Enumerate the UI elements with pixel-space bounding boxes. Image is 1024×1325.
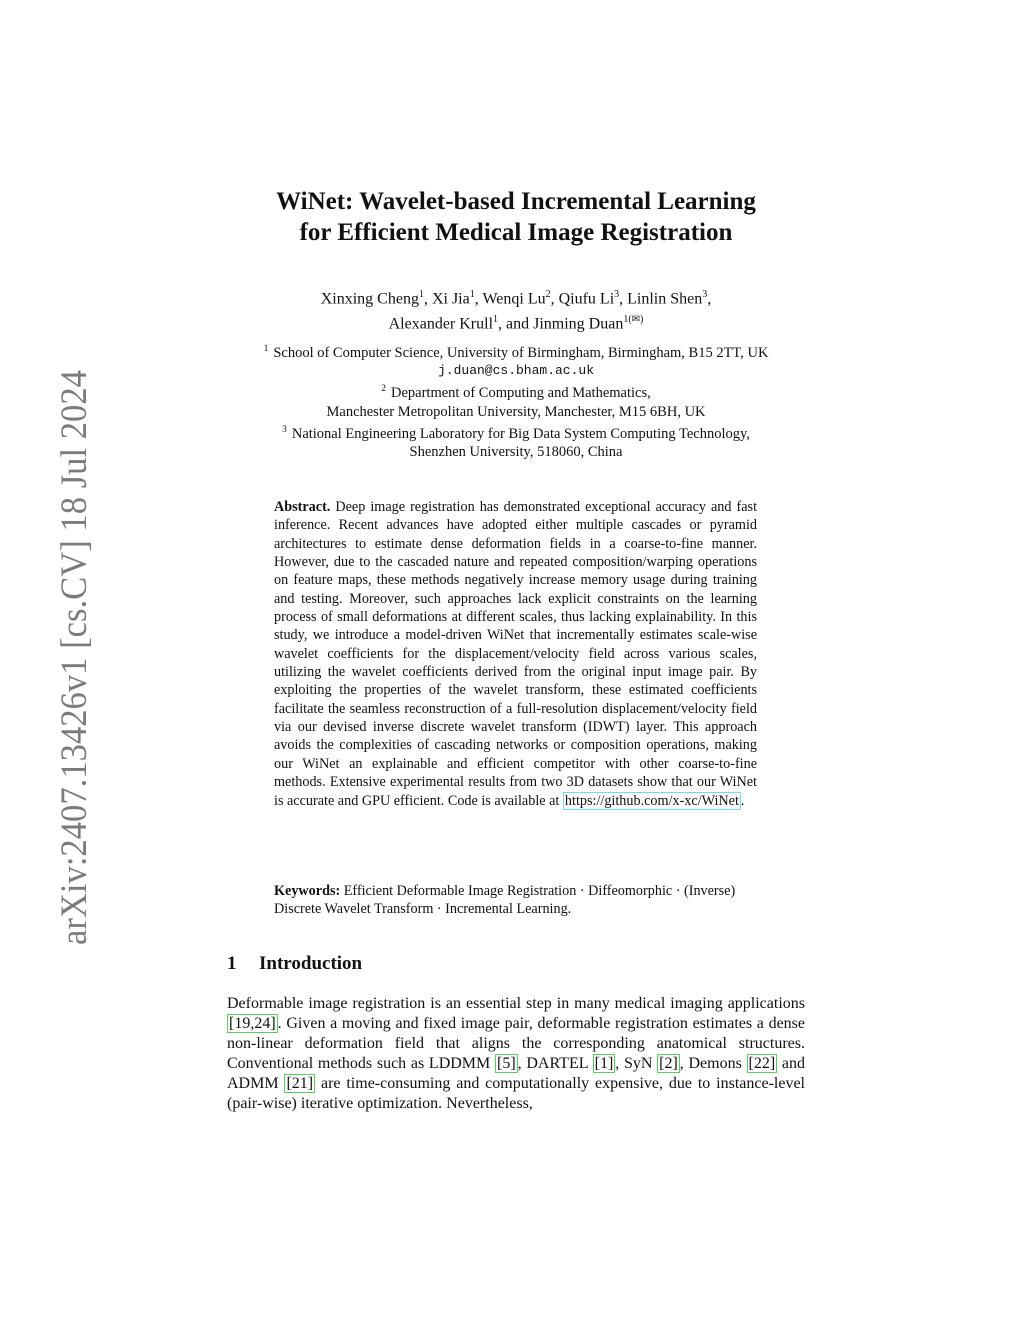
arxiv-stamp-text: arXiv:2407.13426v1 [cs.CV] 18 Jul 2024 bbox=[54, 365, 95, 945]
abstract-label: Abstract. bbox=[274, 499, 331, 515]
keywords-label: Keywords: bbox=[274, 883, 341, 899]
abstract-text: Deep image registration has demonstrated exceptional accuracy and fast inference. Recent advances have adopted either multiple cascades or pyramid architectures to estimate dense deformation fields in a coarse-to-fine manner. However, due to the cascaded nature and repeated composition/warping operations on feature maps, these methods negatively increase memory usage during training and testing. Moreover, such approaches lack explicit constraints on the learning process of small deformations at different scales, thus lacking explainability. In this study, we introduce a model-driven WiNet that incrementally estimates scale-wise wavelet coefficients for the displacement/velocity field across various scales, utilizing the wavelet coefficients derived from the original input image pair. By exploiting the properties of the wavelet transform, these estimated coefficients facilitate the seamless reconstruction of a full-resolution displacement/velocity field via our devised inverse discrete wavelet transform (IDWT) layer. This approach avoids the complexities of cascading networks or composition operations, making our WiNet an explainable and efficient competitor with other coarse-to-fine methods. Extensive experimental results from two 3D datasets show that our WiNet is accurate and GPU efficient. Code is available at bbox=[274, 499, 758, 809]
body-text: Deformable image registration is an essential step in many medical imaging applications bbox=[227, 995, 805, 1012]
body-text: , DARTEL bbox=[517, 1055, 593, 1073]
affiliation-3 bbox=[200, 421, 832, 443]
author-name: Alexander Krull bbox=[388, 315, 494, 333]
author-affil-mark: 1 bbox=[493, 314, 499, 326]
affiliation-text: National Engineering Laboratory for Big Data System Computing Technology, bbox=[291, 425, 750, 442]
author-name: and Jinming Duan bbox=[506, 315, 624, 333]
affiliation-email: j.duan@cs.bham.ac.uk bbox=[437, 363, 595, 379]
author-affil-mark: 1 bbox=[418, 289, 424, 300]
section-heading bbox=[227, 953, 362, 975]
author-affil-mark: 3 bbox=[614, 289, 620, 300]
citation-link[interactable]: [2] bbox=[659, 1055, 678, 1073]
author-affil-mark: 3 bbox=[702, 289, 708, 300]
abstract-end: . bbox=[740, 792, 745, 809]
paper-title bbox=[227, 186, 805, 248]
section-title: Introduction bbox=[259, 953, 363, 974]
arxiv-identifier-stamp bbox=[30, 365, 100, 945]
keywords bbox=[274, 882, 757, 919]
author-name: Xinxing Cheng bbox=[320, 290, 419, 308]
body-text: , Demons bbox=[679, 1055, 747, 1073]
citation-link[interactable]: [21] bbox=[286, 1075, 314, 1093]
citation-link[interactable]: [1] bbox=[594, 1055, 614, 1073]
authors-line-1: Xinxing Cheng$^1$, Xi Jia$^1$, Wenqi Lu$^2$, Qiufu Li$^3$, Linlin Shen$^3$, bbox=[320, 289, 712, 308]
keywords-text: Efficient Deformable Image Registration · Diffeomorphic · (Inverse) Discrete Wavelet Transform · Incremental Learning. bbox=[274, 883, 736, 918]
introduction-paragraph bbox=[227, 994, 805, 1115]
author-affil-mark: 1 bbox=[469, 289, 475, 300]
authors-line-2: Alexander Krull$^1$, and Jinming Duan$^{1(✉)}$ bbox=[388, 314, 644, 333]
affiliation-1 bbox=[200, 340, 832, 362]
title-line-2: for Efficient Medical Image Registration bbox=[299, 219, 733, 246]
body-text: and ADMM bbox=[227, 1055, 806, 1093]
title-line-1: WiNet: Wavelet-based Incremental Learning bbox=[276, 188, 756, 215]
citation-link[interactable]: [5] bbox=[496, 1055, 516, 1073]
author-name: Qiufu Li bbox=[558, 290, 615, 308]
corresponding-author-mark: 1(✉) bbox=[623, 314, 644, 326]
author-name: Wenqi Lu bbox=[482, 290, 546, 308]
affiliation-text: School of Computer Science, University of Birmingham, Birmingham, B15 2TT, UK bbox=[273, 344, 769, 361]
author-affil-mark: 2 bbox=[545, 289, 551, 300]
author-name: Xi Jia bbox=[431, 290, 470, 308]
body-text: , SyN bbox=[615, 1055, 658, 1073]
affiliation-number: 1 bbox=[263, 344, 269, 354]
abstract bbox=[274, 498, 757, 810]
affiliation-2 bbox=[200, 380, 832, 402]
body-text: . Given a moving and fixed image pair, deformable registration estimates a dense non-linear deformation field that aligns the corresponding anatomical structures. Conventional methods such as LDDMM bbox=[227, 1015, 805, 1073]
affiliation-text: Department of Computing and Mathematics, bbox=[391, 385, 651, 402]
citation-link[interactable]: [22] bbox=[748, 1055, 776, 1073]
affiliation-number: 3 bbox=[282, 424, 287, 435]
affiliation-3-cont: Shenzhen University, 518060, China bbox=[409, 443, 623, 460]
body-text: are time-consuming and computationally expensive, due to instance-level (pair-wise) iterative optimization. Nevertheless, bbox=[227, 1075, 805, 1113]
affiliations bbox=[200, 340, 832, 461]
citation-link[interactable]: [19,24] bbox=[229, 1015, 276, 1033]
section-number: 1 bbox=[227, 953, 237, 974]
author-list bbox=[227, 284, 805, 335]
affiliation-2-cont: Manchester Metropolitan University, Manchester, M15 6BH, UK bbox=[326, 403, 706, 420]
affiliation-number: 2 bbox=[381, 384, 386, 395]
author-name: Linlin Shen bbox=[627, 290, 703, 308]
code-repository-link[interactable]: https://github.com/x-xc/WiNet bbox=[564, 792, 739, 809]
